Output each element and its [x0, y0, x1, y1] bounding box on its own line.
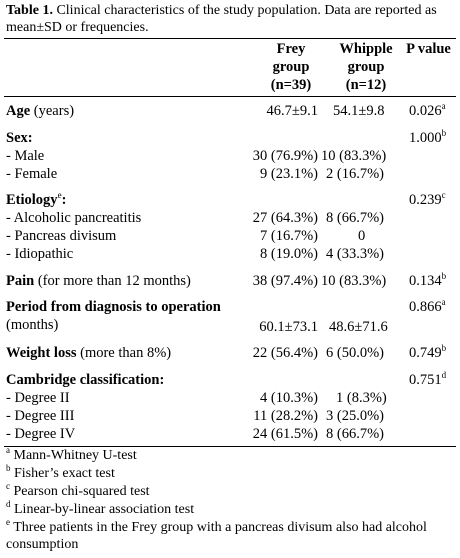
row-label-pain — [6, 272, 191, 290]
row-label-period-unit: (months) — [6, 317, 59, 333]
footnote-b-mark: b — [6, 463, 11, 473]
column-header-frey-line-3: (n=39) — [270, 77, 312, 93]
row-label-age — [6, 102, 74, 120]
row-label-degree-iii: - Degree III — [6, 408, 75, 424]
cell-idiopathic-whipple: 4 (33.3%) — [326, 246, 384, 262]
cell-weight-whipple: 6 (50.0%) — [326, 345, 384, 361]
row-label-weight-suffix: (more than 8%) — [76, 345, 172, 361]
row-label-degree-ii: - Degree II — [6, 390, 70, 406]
cell-etiology-pvalue — [409, 191, 446, 209]
table-caption — [6, 2, 456, 36]
footnote-a-text: Mann-Whitney U-test — [10, 448, 137, 463]
row-label-divisum: - Pancreas divisum — [6, 228, 117, 244]
cell-period-pvalue — [409, 298, 446, 316]
pvalue-etiology: 0.239 — [409, 192, 442, 208]
column-header-frey-line-1: Frey — [276, 41, 306, 57]
footnote-ref-etiology-label: e — [57, 190, 62, 200]
table-caption-text: Clinical characteristics of the study population. Data are reported as mean±SD or frequencies. — [6, 3, 437, 35]
footnote-d — [6, 501, 194, 518]
row-label-idiopathic: - Idiopathic — [6, 246, 74, 262]
cell-alcoholic-whipple: 8 (66.7%) — [326, 210, 384, 226]
cell-age-pvalue — [409, 102, 446, 120]
footnote-b-text: Fisher’s exact test — [10, 466, 115, 481]
cell-sex-pvalue — [409, 129, 446, 147]
column-header-pvalue: P value — [406, 41, 451, 57]
cell-degree-iv-whipple: 8 (66.7%) — [326, 426, 384, 442]
row-label-weight-text: Weight loss — [6, 345, 77, 361]
cell-age-frey: 46.7±9.1 — [266, 103, 318, 119]
cell-pain-frey: 38 (97.4%) — [252, 273, 318, 289]
column-header-whipple-line-2: group — [347, 59, 385, 75]
cell-degree-ii-whipple: 1 (8.3%) — [336, 390, 387, 406]
pvalue-sex: 1.000 — [409, 130, 442, 146]
cell-degree-iii-frey: 11 (28.2%) — [253, 408, 318, 424]
footnote-ref-sex: b — [441, 128, 447, 138]
cell-degree-ii-frey: 4 (10.3%) — [260, 390, 318, 406]
cell-alcoholic-frey: 27 (64.3%) — [252, 210, 318, 226]
footnote-b — [6, 465, 115, 482]
footnote-a-mark: a — [6, 445, 10, 455]
cell-period-frey: 60.1±73.1 — [259, 319, 318, 335]
footnote-d-mark: d — [6, 499, 11, 509]
table-caption-label: Table 1. — [6, 3, 53, 18]
footnote-ref-cambridge: d — [441, 370, 447, 380]
row-label-female: - Female — [6, 166, 58, 182]
pvalue-pain: 0.134 — [409, 273, 442, 289]
footnote-e — [6, 519, 456, 553]
column-header-whipple-line-3: (n=12) — [345, 77, 387, 93]
cell-period-whipple: 48.6±71.6 — [329, 319, 388, 335]
footnote-d-text: Linear-by-linear association test — [10, 502, 195, 517]
footnote-ref-etiology: c — [441, 190, 446, 200]
cell-cambridge-pvalue — [409, 371, 446, 389]
table-top-rule — [4, 38, 456, 39]
cell-divisum-whipple: 0 — [358, 228, 366, 244]
cell-pain-pvalue — [409, 272, 446, 290]
row-label-etiology — [6, 191, 66, 209]
row-label-degree-iv: - Degree IV — [6, 426, 76, 442]
cell-male-whipple: 10 (83.3%) — [321, 148, 387, 164]
pvalue-period: 0.866 — [409, 299, 442, 315]
row-label-sex: Sex: — [6, 130, 33, 146]
row-label-pain-text: Pain — [6, 273, 35, 289]
cell-weight-pvalue — [409, 344, 446, 362]
pvalue-weight: 0.749 — [409, 345, 442, 361]
row-label-age-text: Age — [6, 103, 31, 119]
footnote-ref-weight: b — [441, 343, 447, 353]
footnote-a — [6, 447, 137, 464]
column-header-frey — [253, 40, 329, 94]
footnote-c-text: Pearson chi-squared test — [10, 484, 150, 499]
cell-female-frey: 9 (23.1%) — [260, 166, 318, 182]
footnote-ref-pain: b — [441, 271, 447, 281]
cell-age-whipple: 54.1±9.8 — [333, 103, 385, 119]
footnote-c-mark: c — [6, 481, 10, 491]
row-label-age-suffix: (years) — [30, 103, 75, 119]
cell-pain-whipple: 10 (83.3%) — [321, 273, 387, 289]
row-label-cambridge: Cambridge classification: — [6, 372, 165, 388]
cell-idiopathic-frey: 8 (19.0%) — [260, 246, 318, 262]
cell-degree-iii-whipple: 3 (25.0%) — [326, 408, 384, 424]
cell-male-frey: 30 (76.9%) — [252, 148, 318, 164]
row-label-weight — [6, 344, 171, 362]
column-header-whipple-line-1: Whipple — [339, 41, 393, 57]
row-label-period: Period from diagnosis to operation — [6, 299, 221, 315]
footnote-ref-age: a — [441, 101, 446, 111]
cell-female-whipple: 2 (16.7%) — [326, 166, 384, 182]
cell-degree-iv-frey: 24 (61.5%) — [252, 426, 318, 442]
row-label-male: - Male — [6, 148, 45, 164]
cell-weight-frey: 22 (56.4%) — [252, 345, 318, 361]
cell-divisum-frey: 7 (16.7%) — [260, 228, 318, 244]
pvalue-cambridge: 0.751 — [409, 372, 442, 388]
pvalue-age: 0.026 — [409, 103, 442, 119]
header-bottom-rule — [4, 96, 456, 97]
row-label-alcoholic: - Alcoholic pancreatitis — [6, 210, 142, 226]
row-label-etiology-text: Etiology — [6, 192, 58, 208]
column-header-frey-line-2: group — [272, 59, 310, 75]
footnote-ref-period: a — [441, 297, 446, 307]
footnote-e-mark: e — [6, 517, 10, 527]
footnote-c — [6, 483, 150, 500]
column-header-whipple — [331, 40, 401, 94]
row-label-etiology-colon: : — [61, 192, 67, 208]
row-label-pain-suffix: (for more than 12 months) — [34, 273, 191, 289]
footnote-e-text: Three patients in the Frey group with a pancreas divisum also had alcohol consumption — [6, 520, 427, 552]
